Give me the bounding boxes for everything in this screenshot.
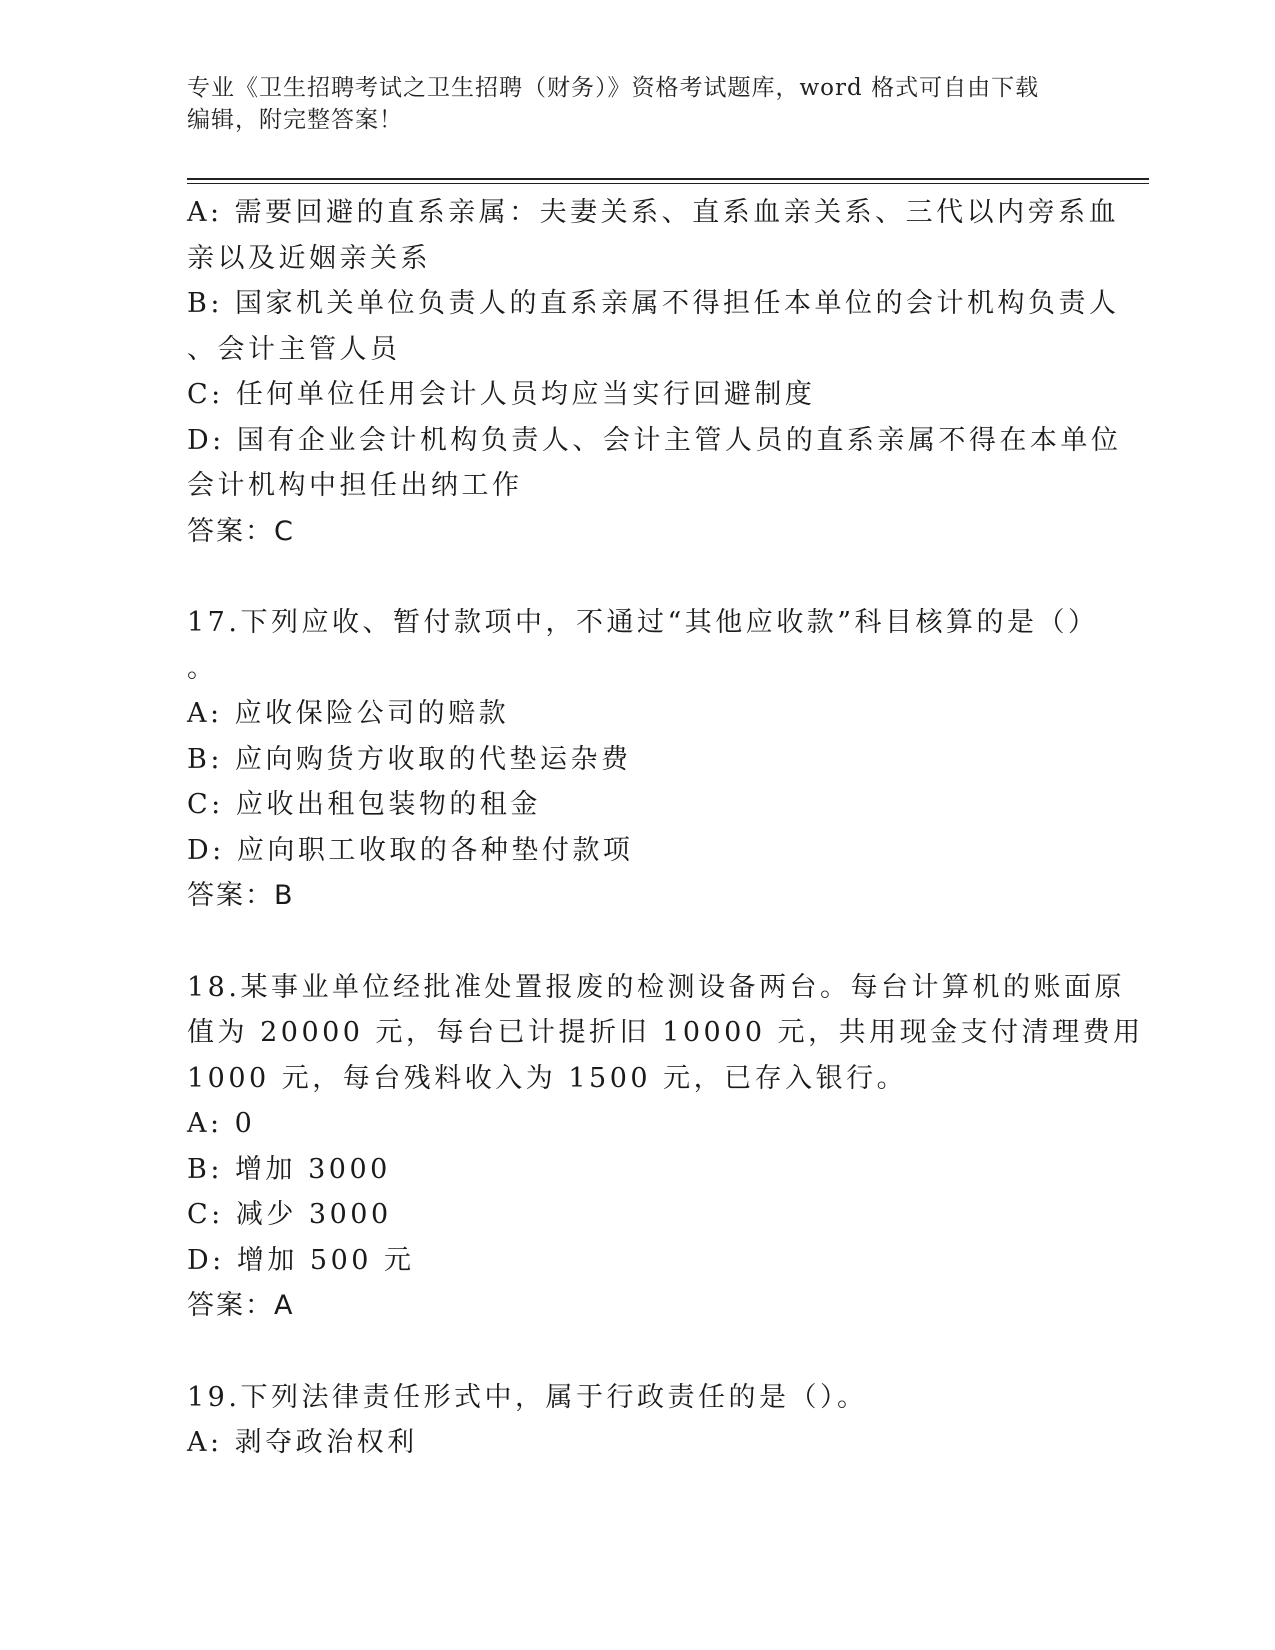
option-b-line-1: B: 国家机关单位负责人的直系亲属不得担任本单位的会计机构负责人 (187, 288, 1120, 319)
option-b: B: 增加 3000 (187, 1153, 391, 1185)
question-stem-line-3: 1000 元，每台残料收入为 1500 元，已存入银行。 (187, 1062, 908, 1094)
option-c: C: 任何单位任用会计人员均应当实行回避制度 (187, 379, 816, 410)
header-divider-thin (187, 183, 1149, 184)
question-18 (187, 965, 1144, 1329)
question-stem-line-1: 17.下列应收、暂付款项中，不通过“其他应收款”科目核算的是（） (187, 607, 1099, 638)
option-a: A: 剥夺政治权利 (187, 1427, 418, 1458)
option-c: C: 减少 3000 (187, 1199, 392, 1230)
spacer (187, 554, 1087, 600)
option-b-line-2: 、会计主管人员 (187, 333, 401, 365)
answer-line: 答案：A (187, 1290, 295, 1321)
answer-line: 答案：C (187, 515, 295, 547)
option-d: D: 增加 500 元 (187, 1244, 415, 1276)
header-line-2: 编辑，附完整答案！ (187, 107, 403, 133)
question-stem-line-2: 。 (187, 652, 218, 684)
spacer (187, 1329, 1087, 1375)
header-divider-thick (187, 178, 1149, 180)
option-d-line-1: D: 国有企业会计机构负责人、会计主管人员的直系亲属不得在本单位 (187, 424, 1122, 456)
option-a-line-1: A: 需要回避的直系亲属：夫妻关系、直系血亲关系、三代以内旁系血 (187, 197, 1120, 228)
option-a-line-2: 亲以及近姻亲关系 (187, 242, 431, 274)
document-header (187, 72, 1087, 136)
question-stem-line-2: 值为 20000 元，每台已计提折旧 10000 元，共用现金支付清理费用 (187, 1017, 1144, 1048)
option-d: D: 应向职工收取的各种垫付款项 (187, 834, 634, 866)
answer-line: 答案：B (187, 880, 295, 911)
option-a: A: 应收保险公司的赔款 (187, 698, 510, 729)
question-17 (187, 600, 1099, 919)
question-stem-line-1: 19.下列法律责任形式中，属于行政责任的是（）。 (187, 1381, 868, 1413)
option-a: A: 0 (187, 1108, 256, 1139)
question-16 (187, 190, 1122, 554)
option-c: C: 应收出租包装物的租金 (187, 789, 541, 820)
option-d-line-2: 会计机构中担任出纳工作 (187, 470, 523, 501)
question-stem-line-1: 18.某事业单位经批准处置报废的检测设备两台。每台计算机的账面原 (187, 971, 1125, 1003)
option-b: B: 应向购货方收取的代垫运杂费 (187, 743, 632, 775)
spacer (187, 919, 1087, 965)
question-19 (187, 1375, 1087, 1466)
header-line-1: 专业《卫生招聘考试之卫生招聘（财务）》资格考试题库，word 格式可自由下载 (187, 75, 1040, 101)
question-list (187, 190, 1144, 1466)
